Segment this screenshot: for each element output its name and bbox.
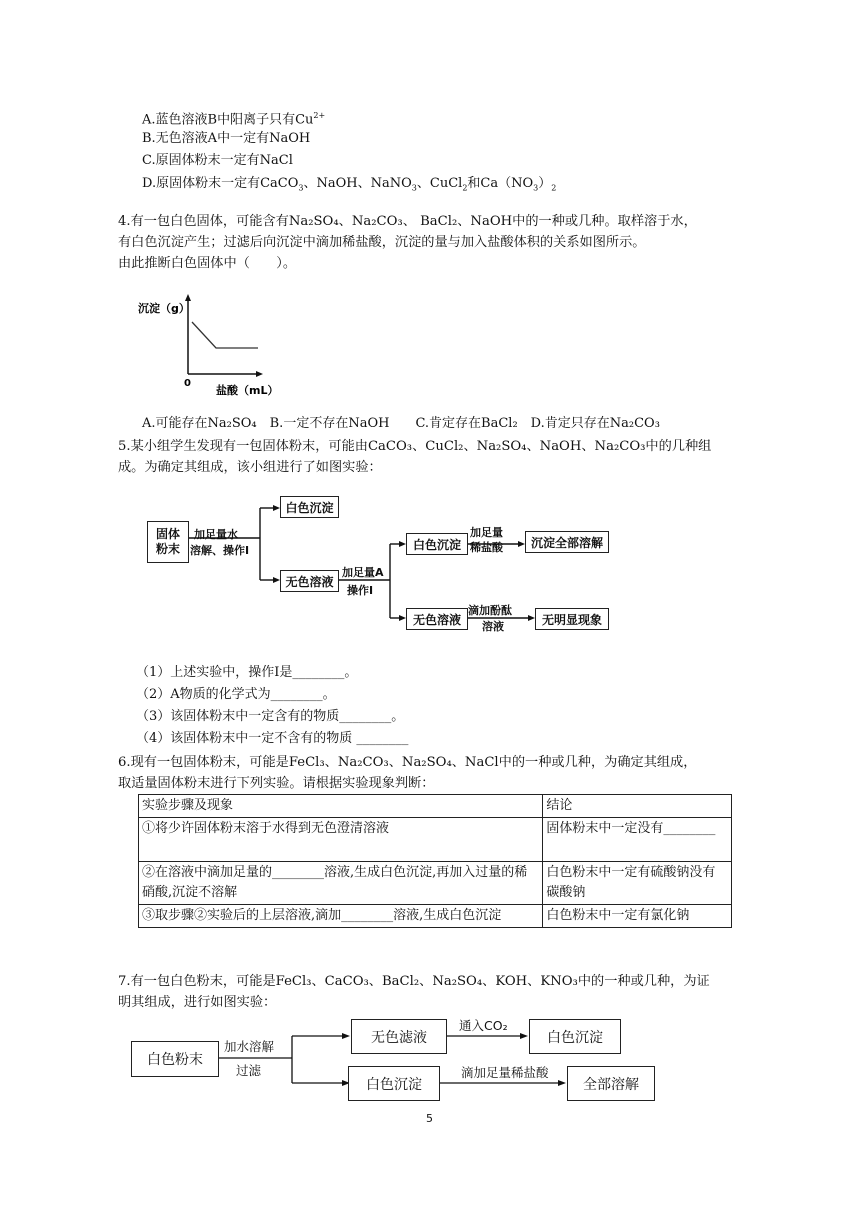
q7-filtrate-box: 无色滤液 (351, 1019, 447, 1054)
table-cell-step: ①将少许固体粉末溶于水得到无色澄清溶液 (139, 818, 543, 862)
table-cell-conclusion: 白色粉末中一定有硫酸钠没有碳酸钠 (543, 862, 732, 905)
q4-stem (118, 211, 697, 274)
table-row (139, 862, 732, 905)
graph-xlabel: 盐酸（mL） (216, 384, 279, 397)
q7-precip-a-box: 白色沉淀 (529, 1019, 621, 1054)
q7-result-box: 全部溶解 (567, 1066, 655, 1101)
q5-sub1: （1）上述实验中，操作Ⅰ是________。 (136, 665, 358, 680)
graph-curve (192, 322, 258, 348)
q5-sub3: （3）该固体粉末中一定含有的物质________。 (136, 709, 405, 724)
table-row (139, 818, 732, 862)
q5-step3-bottom: 稀盐酸 (470, 541, 503, 554)
q6-stem-line: 6.现有一包固体粉末，可能是FeCl₃、Na₂CO₃、Na₂SO₄、NaCl中的一种或几种，为确定其组成， (118, 755, 697, 770)
table-header-row (139, 795, 732, 818)
graph-x-arrow (256, 371, 263, 377)
q5-subquestions (136, 662, 408, 750)
q5-filtrate1-box: 无色溶液 (280, 570, 339, 592)
q5-step1-top: 加足量水 (194, 528, 238, 541)
table-cell-conclusion: 白色粉末中一定有氯化钠 (543, 905, 732, 928)
q5-step1-bottom: 溶解、操作Ⅰ (190, 544, 250, 557)
graph-origin: 0 (184, 378, 191, 389)
q6-stem (118, 752, 696, 794)
q5-step3-top: 加足量 (470, 526, 503, 539)
q5-result2-box: 无明显现象 (535, 608, 609, 630)
q3-option-d: D.原固体粉末一定有CaCO$_3$、NaOH、NaNO$_3$、CuCl$_2$和$Ca(NO_3)_2$ (142, 176, 557, 193)
q7-precip-b-box: 白色沉淀 (348, 1066, 440, 1101)
q5-step4-bottom: 溶液 (482, 620, 504, 633)
table-cell-conclusion: 固体粉末中一定没有________ (543, 818, 732, 862)
q4-stem-line: 4.有一包白色固体，可能含有Na₂SO₄、Na₂CO₃、 BaCl₂、NaOH中的一种或几种。取样溶于水， (118, 214, 697, 229)
q4-graph (134, 292, 294, 400)
q3-option-b: B.无色溶液A中一定有NaOH (142, 131, 311, 146)
q5-stem-line: 成。为确定其组成，该小组进行了如图实验： (118, 460, 382, 475)
q5-start-box: 固体 粉末 (147, 521, 189, 563)
q5-filtrate2-box: 无色溶液 (406, 608, 468, 630)
q7-add-acid: 滴加足量稀盐酸 (461, 1065, 549, 1080)
q5-result1-box: 沉淀全部溶解 (525, 531, 609, 553)
q4-options: A.可能存在Na₂SO₄ B.一定不存在NaOH C.肯定存在BaCl₂ D.肯定只存在Na₂CO₃ (142, 416, 660, 431)
q5-precip2-box: 白色沉淀 (406, 533, 468, 555)
graph-y-arrow (185, 294, 191, 301)
q7-pass-co2: 通入CO₂ (459, 1018, 508, 1033)
q5-step2-top: 加足量A (342, 566, 384, 579)
table-header-conclusion: 结论 (543, 795, 732, 818)
q5-sub4: （4）该固体粉末中一定不含有的物质 ________ (136, 731, 409, 746)
q3-option-a: A.蓝色溶液B中阳离子只有$Cu^{2+}$ (142, 111, 326, 128)
q5-precip1-box: 白色沉淀 (280, 496, 339, 518)
q5-stem-line: 5.某小组学生发现有一包固体粉末，可能由CaCO₃、CuCl₂、Na₂SO₄、NaOH、Na₂CO₃中的几种组 (118, 439, 712, 454)
q7-step1-top: 加水溶解 (224, 1039, 275, 1054)
q7-start-box: 白色粉末 (131, 1041, 219, 1077)
table-cell-step: ②在溶液中滴加足量的________溶液,生成白色沉淀,再加入过量的稀硝酸,沉淀不溶解 (139, 862, 543, 905)
q5-sub2: （2）A物质的化学式为________。 (136, 687, 336, 702)
q6-stem-line: 取适量固体粉末进行下列实验。请根据实验现象判断： (118, 776, 435, 791)
table-row (139, 905, 732, 928)
table-cell-step: ③取步骤②实验后的上层溶液,滴加________溶液,生成白色沉淀 (139, 905, 543, 928)
q7-step1-bottom: 过滤 (236, 1063, 262, 1078)
page-number: 5 (426, 1112, 433, 1125)
q4-stem-line: 有白色沉淀产生；过滤后向沉淀中滴加稀盐酸，沉淀的量与加入盐酸体积的关系如图所示。 (118, 235, 646, 250)
graph-ylabel: 沉淀（g） (138, 302, 190, 315)
q5-step2-bottom: 操作Ⅰ (347, 584, 374, 597)
q7-stem-line: 明其组成，进行如图实验： (118, 995, 277, 1010)
q7-stem (118, 971, 710, 1013)
q6-table (138, 794, 732, 928)
q4-stem-line: 由此推断白色固体中（ ）。 (118, 256, 297, 271)
q5-step4-top: 滴加酚酞 (468, 604, 512, 617)
q5-stem (118, 436, 711, 478)
q7-stem-line: 7.有一包白色粉末，可能是FeCl₃、CaCO₃、BaCl₂、Na₂SO₄、KOH、KNO₃中的一种或几种，为证 (118, 974, 710, 989)
q3-option-c: C.原固体粉末一定有NaCl (142, 153, 293, 168)
table-header-steps: 实验步骤及现象 (139, 795, 543, 818)
